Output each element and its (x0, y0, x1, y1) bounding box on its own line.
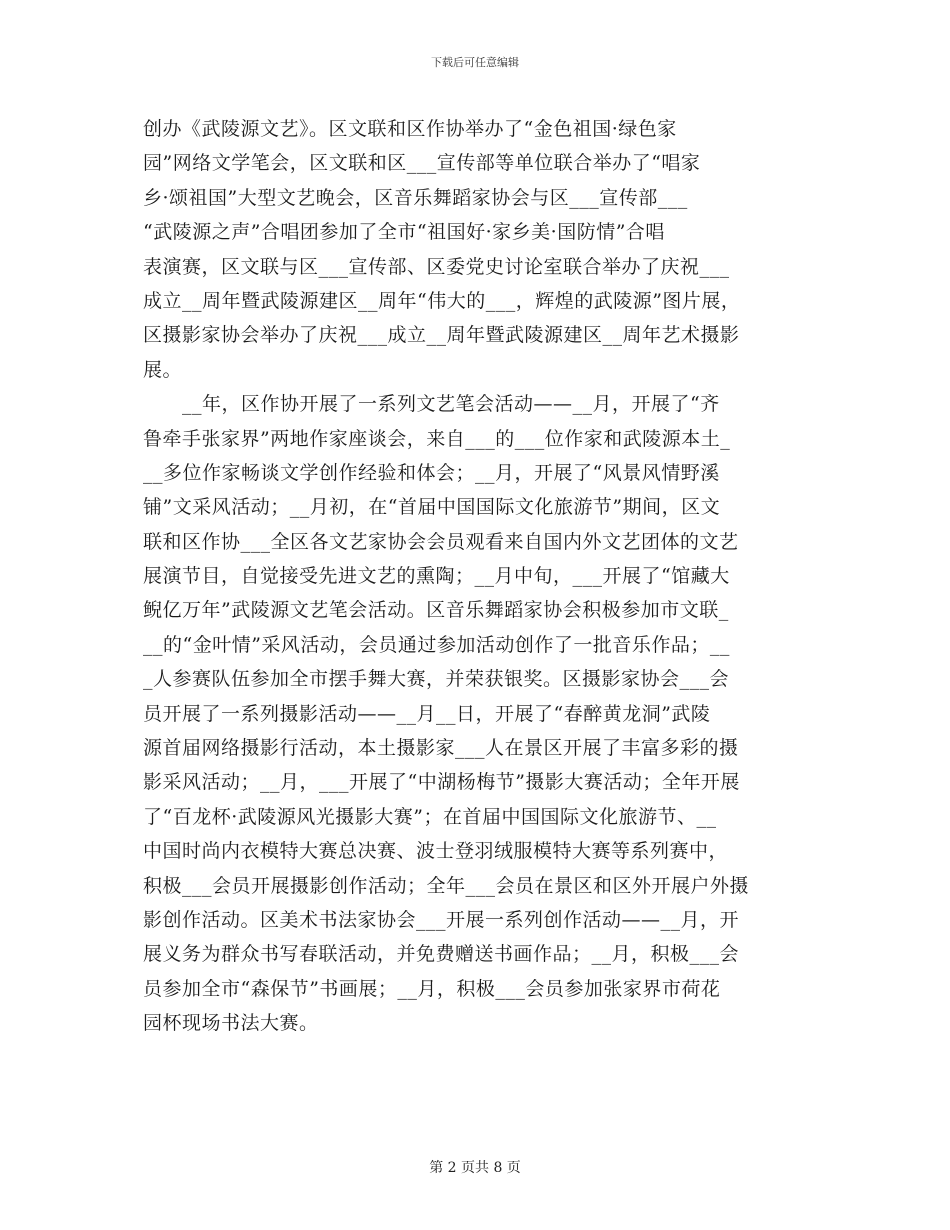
text-line: __的“金叶情”采风活动，会员通过参加活动创作了一批音乐作品；__ (143, 633, 730, 656)
text-line: __年，区作协开展了一系列文艺笔会活动——__月，开展了“齐 (143, 393, 720, 416)
text-line: 员开展了一系列摄影活动——__月__日，开展了“春醉黄龙洞”武陵 (143, 702, 711, 725)
text-line: 展演节目，自觉接受先进文艺的熏陶；__月中旬，___开展了“馆藏大 (143, 565, 730, 588)
text-line: 积极___会员开展摄影创作活动；全年___会员在景区和区外开展户外摄 (143, 874, 750, 897)
text-line: 铺”文采风活动；__月初，在“首届中国国际文化旅游节”期间，区文 (143, 496, 721, 519)
text-line: 展义务为群众书写春联活动，并免费赠送书画作品；__月，积极___会 (143, 943, 740, 966)
text-line: __多位作家畅谈文学创作经验和体会；__月，开展了“风景风情野溪 (143, 461, 720, 484)
text-line: 鲵亿万年”武陵源文艺笔会活动。区音乐舞蹈家协会积极参加市文联_ (143, 599, 729, 622)
text-line: 区摄影家协会举办了庆祝___成立__周年暨武陵源建区__周年艺术摄影 (143, 324, 740, 347)
text-line: 乡·颂祖国”大型文艺晚会，区音乐舞蹈家协会与区___宣传部___ (143, 186, 688, 209)
text-line: 鲁牵手张家界”两地作家座谈会，来自___的___位作家和武陵源本土_ (143, 427, 731, 450)
text-line: 表演赛，区文联与区___宣传部、区委党史讨论室联合举办了庆祝___ (143, 255, 730, 278)
text-line: 了“百龙杯·武陵源风光摄影大赛”；在首届中国国际文化旅游节、__ (143, 805, 717, 828)
text-line: 源首届网络摄影行活动，本土摄影家___人在景区开展了丰富多彩的摄 (143, 737, 739, 760)
text-line: 员参加全市“森保节”书画展；__月，积极___会员参加张家界市荷花 (143, 977, 721, 1000)
text-line: 中国时尚内衣模特大赛总决赛、波士登羽绒服模特大赛等系列赛中， (143, 840, 729, 863)
text-line: 展。 (143, 358, 183, 381)
text-line: _人参赛队伍参加全市摆手舞大赛，并荣获银奖。区摄影家协会___会 (143, 668, 730, 691)
text-line: 联和区作协___全区各文艺家协会会员观看来自国内外文艺团体的文艺 (143, 530, 739, 553)
text-line: 成立__周年暨武陵源建区__周年“伟大的___，辉煌的武陵源”图片展， (143, 289, 741, 312)
page-header: 下载后可任意编辑 (431, 56, 519, 69)
text-line: 影采风活动；__月，___开展了“中湖杨梅节”摄影大赛活动；全年开展 (143, 771, 740, 794)
text-line: 园杯现场书法大赛。 (143, 1012, 319, 1035)
text-line: 园”网络文学笔会，区文联和区___宣传部等单位联合举办了“唱家 (143, 152, 701, 175)
document-body (143, 112, 823, 1041)
text-line: 创办《武陵源文艺》。区文联和区作协举办了“金色祖国·绿色家 (143, 118, 677, 140)
page-number: 第 2 页共 8 页 (429, 1160, 521, 1176)
text-line: 影创作活动。区美术书法家协会___开展一系列创作活动——__月，开 (143, 908, 740, 931)
text-line: “武陵源之声”合唱团参加了全市“祖国好·家乡美·国防情”合唱 (143, 221, 665, 244)
